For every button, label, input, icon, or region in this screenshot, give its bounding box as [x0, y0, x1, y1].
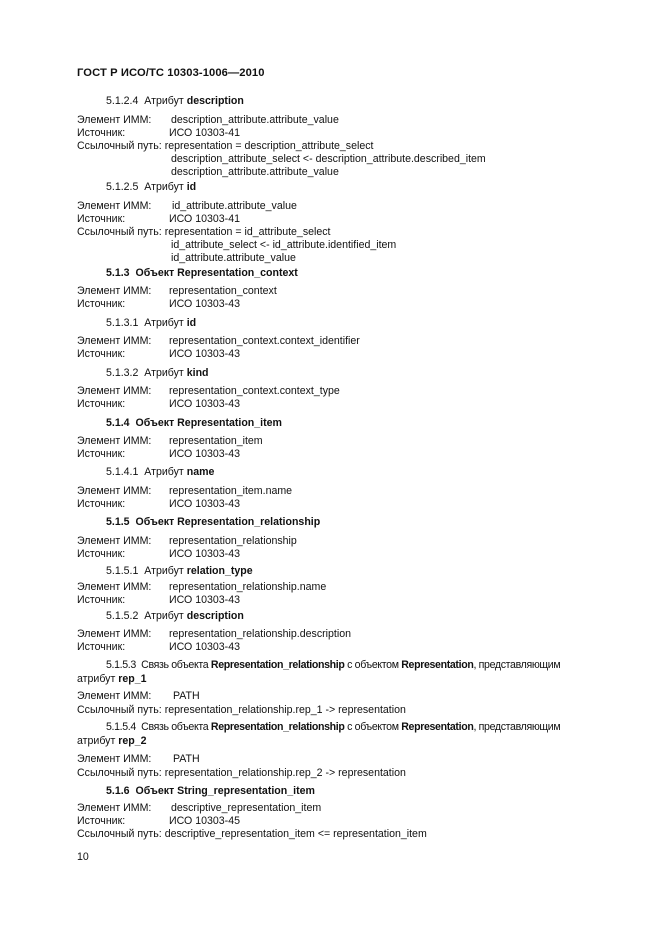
rel-text-a: Связь объекта: [141, 721, 209, 733]
heading-name: name: [186, 466, 215, 478]
field-row: [77, 802, 637, 815]
section-number: 5.1.2.4: [106, 95, 139, 107]
field-row: [77, 140, 637, 153]
heading-name: description: [186, 610, 244, 622]
field-row: [77, 385, 637, 398]
field-value: ИСО 10303-43: [169, 498, 240, 510]
field-value: description_attribute.attribute_value: [171, 114, 339, 126]
field-value: representation_item: [169, 435, 263, 447]
field-row: [77, 767, 637, 780]
field-value: representation = description_attribute_select: [164, 140, 374, 152]
field-value: representation_relationship.description: [169, 628, 351, 640]
field-label: Источник:: [77, 348, 126, 360]
section-number: 5.1.4: [106, 417, 130, 429]
object-heading: [106, 785, 315, 798]
field-value: representation = id_attribute_select: [164, 226, 331, 238]
field-row: [77, 641, 637, 654]
heading-name: id: [186, 181, 197, 193]
field-value: representation_context: [169, 285, 277, 297]
attribute-heading: [106, 317, 196, 330]
rel-bold-a: Representation_relationship: [210, 659, 345, 671]
section-number: 5.1.4.1: [106, 466, 139, 478]
relationship-heading-cont: [77, 673, 147, 686]
field-label: Источник:: [77, 398, 126, 410]
field-row: [77, 114, 637, 127]
heading-name: id: [186, 317, 197, 329]
rel-attr-name: rep_1: [118, 673, 147, 685]
attribute-heading: [106, 181, 196, 194]
field-label: Ссылочный путь:: [77, 226, 162, 238]
field-row: [77, 435, 637, 448]
field-value: descriptive_representation_item: [171, 802, 322, 814]
field-row: [77, 704, 637, 717]
relationship-heading: [106, 721, 560, 734]
field-row: [77, 348, 637, 361]
rel-text-c: , представляющим: [473, 721, 561, 733]
rel-text-b: с объектом: [347, 659, 399, 671]
field-row: [77, 213, 637, 226]
section-number: 5.1.5.2: [106, 610, 139, 622]
section-number: 5.1.6: [106, 785, 130, 797]
rel-text-d: атрибут: [77, 673, 116, 685]
field-value: ИСО 10303-45: [169, 815, 240, 827]
field-value: representation_relationship.rep_2 -> representation: [164, 767, 406, 779]
field-label: Элемент ИММ:: [77, 581, 152, 593]
field-row: [77, 628, 637, 641]
heading-word: Объект: [135, 785, 175, 797]
field-value: representation_relationship.rep_1 -> representation: [164, 704, 406, 716]
heading-word: Объект: [135, 516, 175, 528]
field-label: Источник:: [77, 594, 126, 606]
field-label: Источник:: [77, 548, 126, 560]
field-value: ИСО 10303-43: [169, 298, 240, 310]
field-value: ИСО 10303-43: [169, 398, 240, 410]
heading-word: Атрибут: [144, 95, 184, 107]
rel-text-a: Связь объекта: [141, 659, 209, 671]
field-value: representation_item.name: [169, 485, 293, 497]
heading-name: Representation_relationship: [177, 516, 321, 528]
field-row: [77, 200, 637, 213]
section-number: 5.1.3.1: [106, 317, 139, 329]
field-row: [77, 226, 637, 239]
rel-bold-b: Representation: [401, 659, 474, 671]
object-heading: [106, 516, 320, 529]
reference-path-continuation: description_attribute.attribute_value: [171, 166, 339, 178]
heading-name: Representation_context: [177, 267, 298, 279]
field-row: [77, 335, 637, 348]
field-row: [77, 498, 637, 511]
heading-word: Атрибут: [144, 565, 184, 577]
field-row: [77, 594, 637, 607]
field-value: ИСО 10303-43: [169, 448, 240, 460]
heading-word: Атрибут: [144, 181, 184, 193]
field-label: Элемент ИММ:: [77, 200, 152, 212]
attribute-heading: [106, 610, 244, 623]
field-label: Элемент ИММ:: [77, 802, 152, 814]
field-label: Ссылочный путь:: [77, 767, 162, 779]
section-number: 5.1.5.3: [106, 659, 136, 671]
section-number: 5.1.3: [106, 267, 130, 279]
field-label: Элемент ИММ:: [77, 535, 152, 547]
heading-word: Атрибут: [144, 367, 184, 379]
field-label: Элемент ИММ:: [77, 114, 152, 126]
heading-name: kind: [186, 367, 209, 379]
field-value: ИСО 10303-43: [169, 641, 240, 653]
page-number: 10: [77, 851, 89, 863]
section-number: 5.1.5.4: [106, 721, 136, 733]
field-value: descriptive_representation_item <= representation_item: [164, 828, 427, 840]
rel-text-b: с объектом: [347, 721, 399, 733]
field-row: [77, 548, 637, 561]
field-label: Источник:: [77, 448, 126, 460]
field-label: Источник:: [77, 815, 126, 827]
field-label: Элемент ИММ:: [77, 435, 152, 447]
field-label: Элемент ИММ:: [77, 753, 152, 765]
field-row: [77, 753, 637, 766]
object-heading: [106, 417, 282, 430]
reference-path-continuation: id_attribute_select <- id_attribute.identified_item: [171, 239, 397, 251]
field-row: [77, 448, 637, 461]
section-number: 5.1.2.5: [106, 181, 139, 193]
field-value: ИСО 10303-43: [169, 548, 240, 560]
object-heading: [106, 267, 298, 280]
attribute-heading: [106, 565, 253, 578]
relationship-heading: [106, 659, 560, 672]
rel-attr-name: rep_2: [118, 735, 147, 747]
field-row: [77, 815, 637, 828]
field-row: [77, 398, 637, 411]
rel-bold-b: Representation: [401, 721, 474, 733]
field-value: ИСО 10303-43: [169, 594, 240, 606]
rel-text-d: атрибут: [77, 735, 116, 747]
heading-word: Объект: [135, 417, 175, 429]
heading-name: description: [186, 95, 244, 107]
section-number: 5.1.3.2: [106, 367, 139, 379]
relationship-heading-cont: [77, 735, 147, 748]
field-label: Элемент ИММ:: [77, 385, 152, 397]
field-row: [77, 285, 637, 298]
heading-word: Атрибут: [144, 466, 184, 478]
field-label: Ссылочный путь:: [77, 828, 162, 840]
rel-bold-a: Representation_relationship: [210, 721, 345, 733]
heading-name: Representation_item: [177, 417, 282, 429]
document-header: ГОСТ Р ИСО/ТС 10303-1006—2010: [77, 67, 265, 79]
heading-word: Объект: [135, 267, 175, 279]
field-label: Источник:: [77, 641, 126, 653]
field-value: id_attribute.attribute_value: [172, 200, 297, 212]
field-label: Источник:: [77, 127, 126, 139]
field-label: Источник:: [77, 213, 126, 225]
field-label: Элемент ИММ:: [77, 285, 152, 297]
field-value: PATH: [173, 690, 200, 702]
field-label: Элемент ИММ:: [77, 628, 152, 640]
rel-text-c: , представляющим: [473, 659, 561, 671]
field-value: ИСО 10303-41: [169, 127, 240, 139]
heading-word: Атрибут: [144, 610, 184, 622]
reference-path-continuation: id_attribute.attribute_value: [171, 252, 296, 264]
heading-name: relation_type: [186, 565, 253, 577]
reference-path-continuation: description_attribute_select <- description_attribute.described_item: [171, 153, 486, 165]
field-row: [77, 828, 637, 841]
field-row: [77, 127, 637, 140]
field-label: Источник:: [77, 298, 126, 310]
attribute-heading: [106, 367, 209, 380]
field-row: [77, 485, 637, 498]
field-label: Ссылочный путь:: [77, 704, 162, 716]
attribute-heading: [106, 95, 244, 108]
field-label: Элемент ИММ:: [77, 485, 152, 497]
field-label: Элемент ИММ:: [77, 335, 152, 347]
field-row: [77, 298, 637, 311]
field-value: representation_context.context_identifier: [169, 335, 360, 347]
attribute-heading: [106, 466, 214, 479]
field-row: [77, 690, 637, 703]
heading-word: Атрибут: [144, 317, 184, 329]
field-label: Источник:: [77, 498, 126, 510]
heading-name: String_representation_item: [177, 785, 315, 797]
section-number: 5.1.5: [106, 516, 130, 528]
field-value: PATH: [173, 753, 200, 765]
field-label: Ссылочный путь:: [77, 140, 162, 152]
section-number: 5.1.5.1: [106, 565, 139, 577]
field-row: [77, 535, 637, 548]
field-value: representation_relationship.name: [169, 581, 327, 593]
field-value: representation_context.context_type: [169, 385, 340, 397]
field-value: ИСО 10303-43: [169, 348, 240, 360]
field-value: representation_relationship: [169, 535, 297, 547]
field-label: Элемент ИММ:: [77, 690, 152, 702]
field-row: [77, 581, 637, 594]
field-value: ИСО 10303-41: [169, 213, 240, 225]
